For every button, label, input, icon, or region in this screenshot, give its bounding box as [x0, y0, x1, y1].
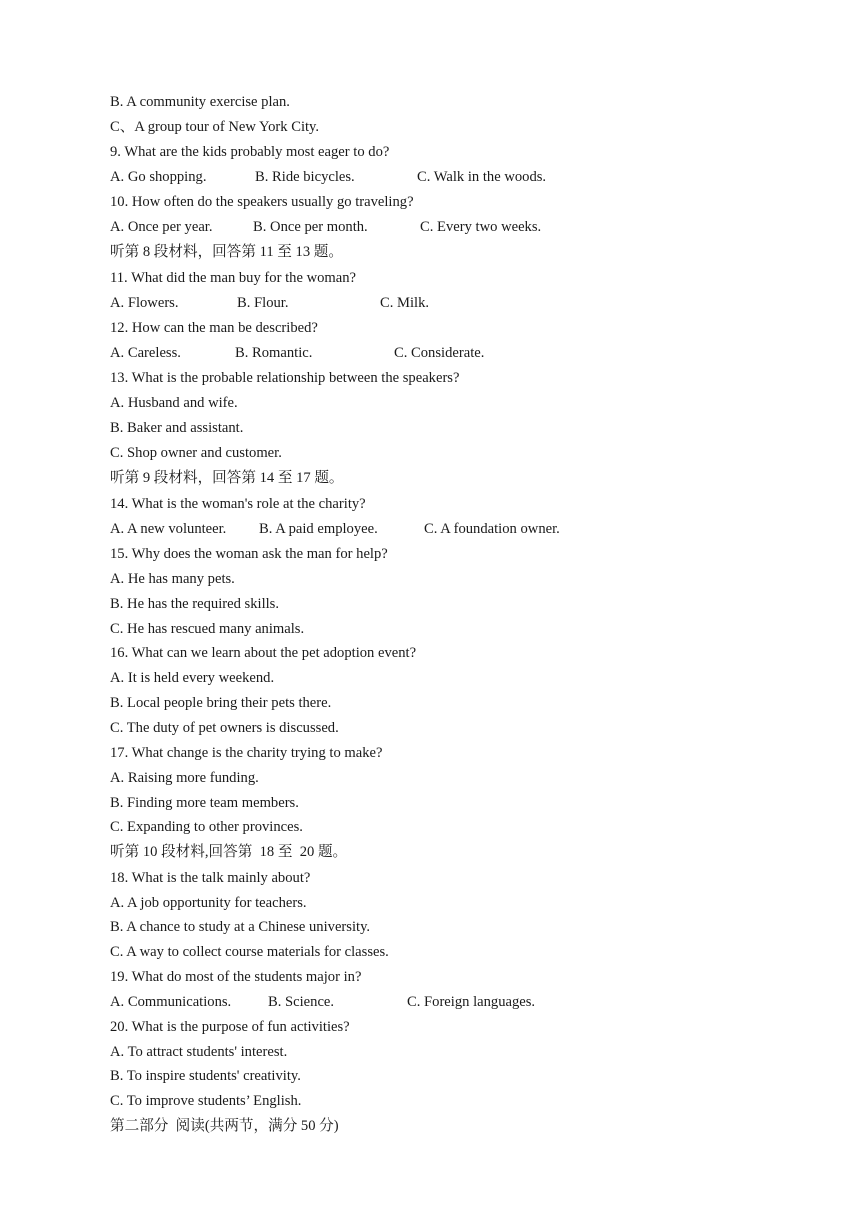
option-line: C. A way to collect course materials for classes.	[110, 944, 389, 960]
question-14: 14. What is the woman's role at the charity?	[110, 496, 366, 512]
option-line: A. Raising more funding.	[110, 770, 259, 786]
question-18: 18. What is the talk mainly about?	[110, 870, 311, 886]
question-17: 17. What change is the charity trying to make?	[110, 745, 383, 761]
question-15: 15. Why does the woman ask the man for help?	[110, 546, 388, 562]
option-line: C. Expanding to other provinces.	[110, 819, 303, 835]
options-row	[110, 517, 560, 541]
section-heading-10: 听第 10 段材料,回答第 18 至 20 题。	[110, 844, 348, 860]
option-line: A. It is held every weekend.	[110, 670, 275, 686]
option-b: B. Flour.	[237, 295, 289, 311]
option-b: B. Ride bicycles.	[255, 169, 355, 185]
options-row	[110, 990, 536, 1014]
option-line: B. A chance to study at a Chinese university.	[110, 919, 371, 935]
option-c: C. Foreign languages.	[407, 994, 536, 1010]
part-two-heading: 第二部分 阅读(共两节，满分 50 分)	[110, 1118, 339, 1134]
option-line: B. Finding more team members.	[110, 795, 299, 811]
question-13: 13. What is the probable relationship between the speakers?	[110, 370, 460, 386]
option-a: A. Go shopping.	[110, 169, 207, 185]
option-a: A. A new volunteer.	[110, 521, 227, 537]
options-row	[110, 165, 547, 189]
option-a: A. Flowers.	[110, 295, 179, 311]
option-c: C. A foundation owner.	[424, 521, 560, 537]
question-20: 20. What is the purpose of fun activities?	[110, 1019, 350, 1035]
option-line: A. He has many pets.	[110, 571, 235, 587]
section-heading-8: 听第 8 段材料，回答第 11 至 13 题。	[110, 244, 343, 260]
option-b: B. Once per month.	[253, 219, 368, 235]
option-c: C. Milk.	[380, 295, 430, 311]
option-line: B. Baker and assistant.	[110, 420, 244, 436]
option-line: A. To attract students' interest.	[110, 1044, 288, 1060]
option-c: C. Walk in the woods.	[417, 169, 547, 185]
question-19: 19. What do most of the students major in?	[110, 969, 362, 985]
option-b: B. Science.	[268, 994, 335, 1010]
section-heading-9: 听第 9 段材料，回答第 14 至 17 题。	[110, 470, 344, 486]
option-c: C. Every two weeks.	[420, 219, 542, 235]
question-11: 11. What did the man buy for the woman?	[110, 270, 357, 286]
question-9: 9. What are the kids probably most eager to do?	[110, 144, 390, 160]
option-line: A. A job opportunity for teachers.	[110, 895, 307, 911]
option-line: B. To inspire students' creativity.	[110, 1068, 301, 1084]
option-line: C. Shop owner and customer.	[110, 445, 282, 461]
option-line: C、A group tour of New York City.	[110, 119, 320, 135]
options-row	[110, 341, 485, 365]
option-line: B. A community exercise plan.	[110, 94, 290, 110]
option-a: A. Once per year.	[110, 219, 213, 235]
option-a: A. Communications.	[110, 994, 232, 1010]
option-b: B. A paid employee.	[259, 521, 378, 537]
option-c: C. Considerate.	[394, 345, 485, 361]
question-16: 16. What can we learn about the pet adoption event?	[110, 645, 417, 661]
options-row	[110, 215, 542, 239]
question-12: 12. How can the man be described?	[110, 320, 318, 336]
option-line: C. The duty of pet owners is discussed.	[110, 720, 339, 736]
options-row	[110, 291, 430, 315]
option-line: C. He has rescued many animals.	[110, 621, 305, 637]
option-line: C. To improve students’ English.	[110, 1093, 302, 1109]
option-b: B. Romantic.	[235, 345, 313, 361]
option-a: A. Careless.	[110, 345, 181, 361]
option-line: B. Local people bring their pets there.	[110, 695, 332, 711]
question-10: 10. How often do the speakers usually go traveling?	[110, 194, 414, 210]
option-line: B. He has the required skills.	[110, 596, 280, 612]
option-line: A. Husband and wife.	[110, 395, 238, 411]
